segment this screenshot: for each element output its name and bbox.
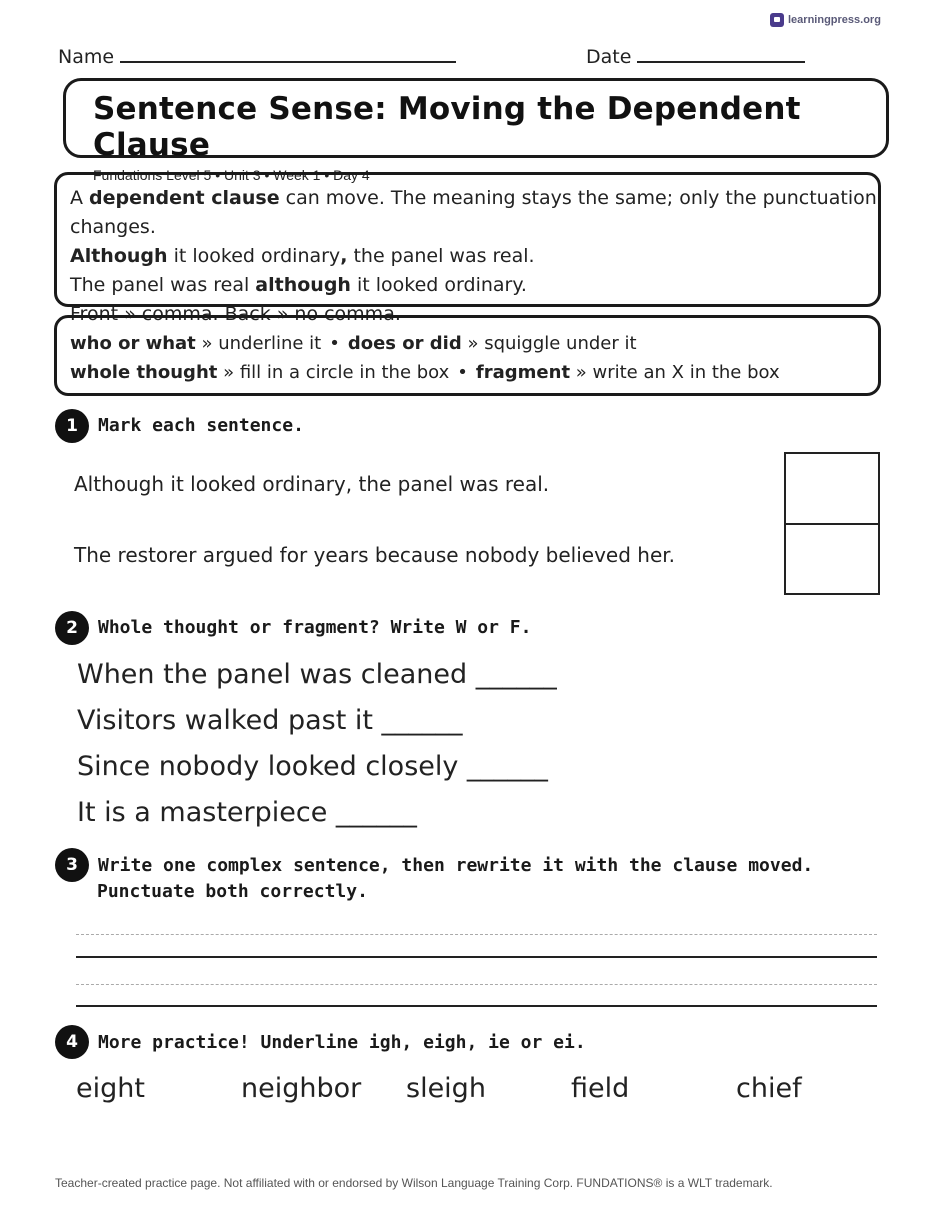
question-1-number: 1 xyxy=(55,409,89,443)
question-4-prompt: More practice! Underline igh, eigh, ie or ei. xyxy=(98,1032,586,1053)
question-4-number: 4 xyxy=(55,1025,89,1059)
key-line-2: whole thought » fill in a circle in the box • fragment » write an X in the box xyxy=(70,362,780,383)
writing-guide-line-1 xyxy=(76,934,877,935)
question-3-number: 3 xyxy=(55,848,89,882)
date-label: Date xyxy=(586,46,632,68)
q2-item-3: Since nobody looked closely ______ xyxy=(77,751,548,782)
q1-answer-box-1[interactable] xyxy=(784,452,880,525)
rule-box xyxy=(54,172,881,325)
brand-logo xyxy=(770,13,881,27)
writing-guide-line-2 xyxy=(76,984,877,985)
marking-key-box xyxy=(54,315,881,396)
question-3-prompt-line-2: Punctuate both correctly. xyxy=(97,881,368,902)
q1-answer-box-2[interactable] xyxy=(784,523,880,595)
q2-item-2: Visitors walked past it ______ xyxy=(77,705,463,736)
name-label: Name xyxy=(58,46,115,68)
practice-word[interactable]: neighbor xyxy=(241,1073,362,1104)
page-title: Sentence Sense: Moving the Dependent Clause xyxy=(93,91,801,163)
question-2-prompt: Whole thought or fragment? Write W or F. xyxy=(98,617,532,638)
practice-word[interactable]: sleigh xyxy=(406,1073,486,1104)
rule-line-1: A dependent clause can move. The meaning stays the same; only the punctuation changes. xyxy=(70,187,877,238)
date-field xyxy=(586,46,805,68)
title-box xyxy=(63,78,889,183)
key-line-1: who or what » underline it • does or did » squiggle under it xyxy=(70,333,637,354)
q1-sentence-1: Although it looked ordinary, the panel was real. xyxy=(74,472,550,496)
q2-item-1: When the panel was cleaned ______ xyxy=(77,659,557,690)
book-icon xyxy=(770,13,784,27)
rule-line-4: Front » comma. Back » no comma. xyxy=(70,303,401,325)
question-1-prompt: Mark each sentence. xyxy=(98,415,304,436)
footer-disclaimer: Teacher-created practice page. Not affiliated with or endorsed by Wilson Language Training Corp. FUNDATIONS® is a WLT trademark. xyxy=(55,1176,773,1190)
rule-line-3: The panel was real although it looked ordinary. xyxy=(70,274,527,296)
practice-word[interactable]: field xyxy=(571,1073,630,1104)
date-line[interactable] xyxy=(637,47,805,63)
practice-word[interactable]: eight xyxy=(76,1073,145,1104)
question-3-prompt-line-1: Write one complex sentence, then rewrite it with the clause moved. xyxy=(98,855,814,876)
q2-item-4: It is a masterpiece ______ xyxy=(77,797,417,828)
question-2-number: 2 xyxy=(55,611,89,645)
writing-line-2[interactable] xyxy=(76,1005,877,1007)
name-line[interactable] xyxy=(120,47,456,63)
rule-line-2: Although it looked ordinary, the panel was real. xyxy=(70,245,535,267)
page-subtitle: Fundations Level 5 • Unit 3 • Week 1 • Day 4 xyxy=(93,167,370,183)
q1-sentence-2: The restorer argued for years because nobody believed her. xyxy=(74,543,675,567)
brand-text: learningpress.org xyxy=(788,14,881,26)
practice-word[interactable]: chief xyxy=(736,1073,802,1104)
name-field xyxy=(58,46,456,68)
writing-line-1[interactable] xyxy=(76,956,877,958)
